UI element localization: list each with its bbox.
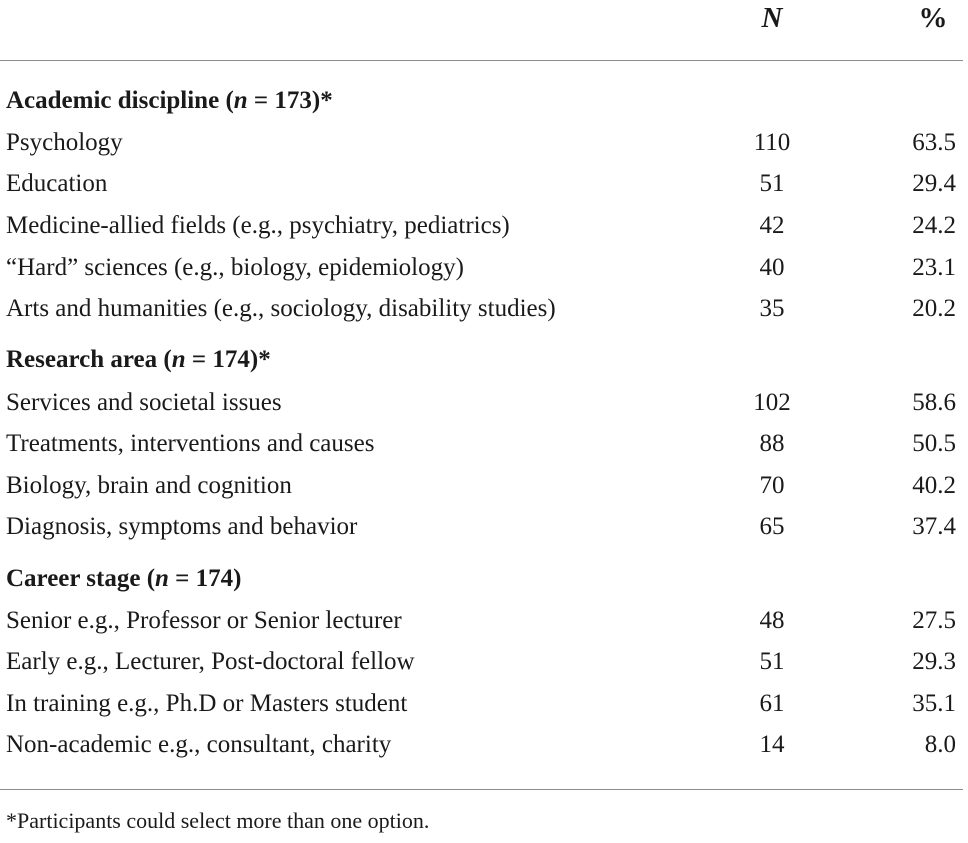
- row-percent: 20.2: [912, 295, 956, 322]
- row-label: In training e.g., Ph.D or Masters student: [6, 690, 408, 717]
- table-header: [0, 0, 968, 60]
- row-n: 35: [759, 295, 785, 322]
- row-n: 48: [759, 607, 785, 634]
- row-n: 102: [753, 389, 791, 416]
- row-label: Senior e.g., Professor or Senior lecturer: [6, 607, 402, 634]
- row-percent: 29.3: [912, 648, 956, 675]
- table-row: [0, 389, 968, 429]
- table-bottom-rule: [0, 789, 963, 790]
- table-row: [0, 690, 968, 730]
- row-n: 42: [759, 212, 785, 239]
- row-percent: 23.1: [912, 254, 956, 281]
- header-divider: [0, 60, 963, 61]
- table-row: [0, 648, 968, 688]
- row-label: Medicine-allied fields (e.g., psychiatry, pediatrics): [6, 212, 510, 239]
- table-row: [0, 295, 968, 335]
- row-percent: 8.0: [924, 731, 956, 758]
- row-percent: 24.2: [912, 212, 956, 239]
- row-percent: 58.6: [912, 389, 956, 416]
- row-label: Non-academic e.g., consultant, charity: [6, 731, 392, 758]
- table-row: [0, 607, 968, 647]
- row-percent: 27.5: [912, 607, 956, 634]
- table-row: [0, 254, 968, 294]
- table-row: [0, 731, 968, 771]
- row-percent: 63.5: [912, 129, 956, 156]
- row-label: “Hard” sciences (e.g., biology, epidemiology): [6, 254, 464, 281]
- row-percent: 29.4: [912, 170, 956, 197]
- table-row: [0, 170, 968, 210]
- row-label: Education: [6, 170, 108, 197]
- row-percent: 40.2: [912, 472, 956, 499]
- row-n: 110: [753, 129, 791, 156]
- column-header-n: N: [761, 2, 783, 34]
- table-row: [0, 129, 968, 169]
- row-label: Services and societal issues: [6, 389, 282, 416]
- column-header-percent: %: [918, 2, 948, 34]
- row-label: Diagnosis, symptoms and behavior: [6, 513, 358, 540]
- table-row: [0, 472, 968, 512]
- row-label: Treatments, interventions and causes: [6, 430, 375, 457]
- row-n: 65: [759, 513, 785, 540]
- section-heading-research-area: Research area (n = 174)*: [6, 346, 271, 373]
- row-percent: 50.5: [912, 430, 956, 457]
- table-row: [0, 513, 968, 553]
- row-n: 88: [759, 430, 785, 457]
- row-label: Psychology: [6, 129, 123, 156]
- row-n: 40: [759, 254, 785, 281]
- section-heading-career-stage: Career stage (n = 174): [6, 565, 242, 592]
- row-n: 51: [759, 170, 785, 197]
- row-label: Early e.g., Lecturer, Post-doctoral fellow: [6, 648, 415, 675]
- row-label: Arts and humanities (e.g., sociology, disability studies): [6, 295, 556, 322]
- row-label: Biology, brain and cognition: [6, 472, 292, 499]
- table-footnote: *Participants could select more than one option.: [6, 808, 430, 833]
- row-percent: 37.4: [912, 513, 956, 540]
- table-row: [0, 212, 968, 252]
- row-n: 61: [759, 690, 785, 717]
- section-heading-academic-discipline: Academic discipline (n = 173)*: [6, 87, 333, 114]
- row-percent: 35.1: [912, 690, 956, 717]
- row-n: 70: [759, 472, 785, 499]
- row-n: 51: [759, 648, 785, 675]
- row-n: 14: [759, 731, 785, 758]
- table-row: [0, 430, 968, 470]
